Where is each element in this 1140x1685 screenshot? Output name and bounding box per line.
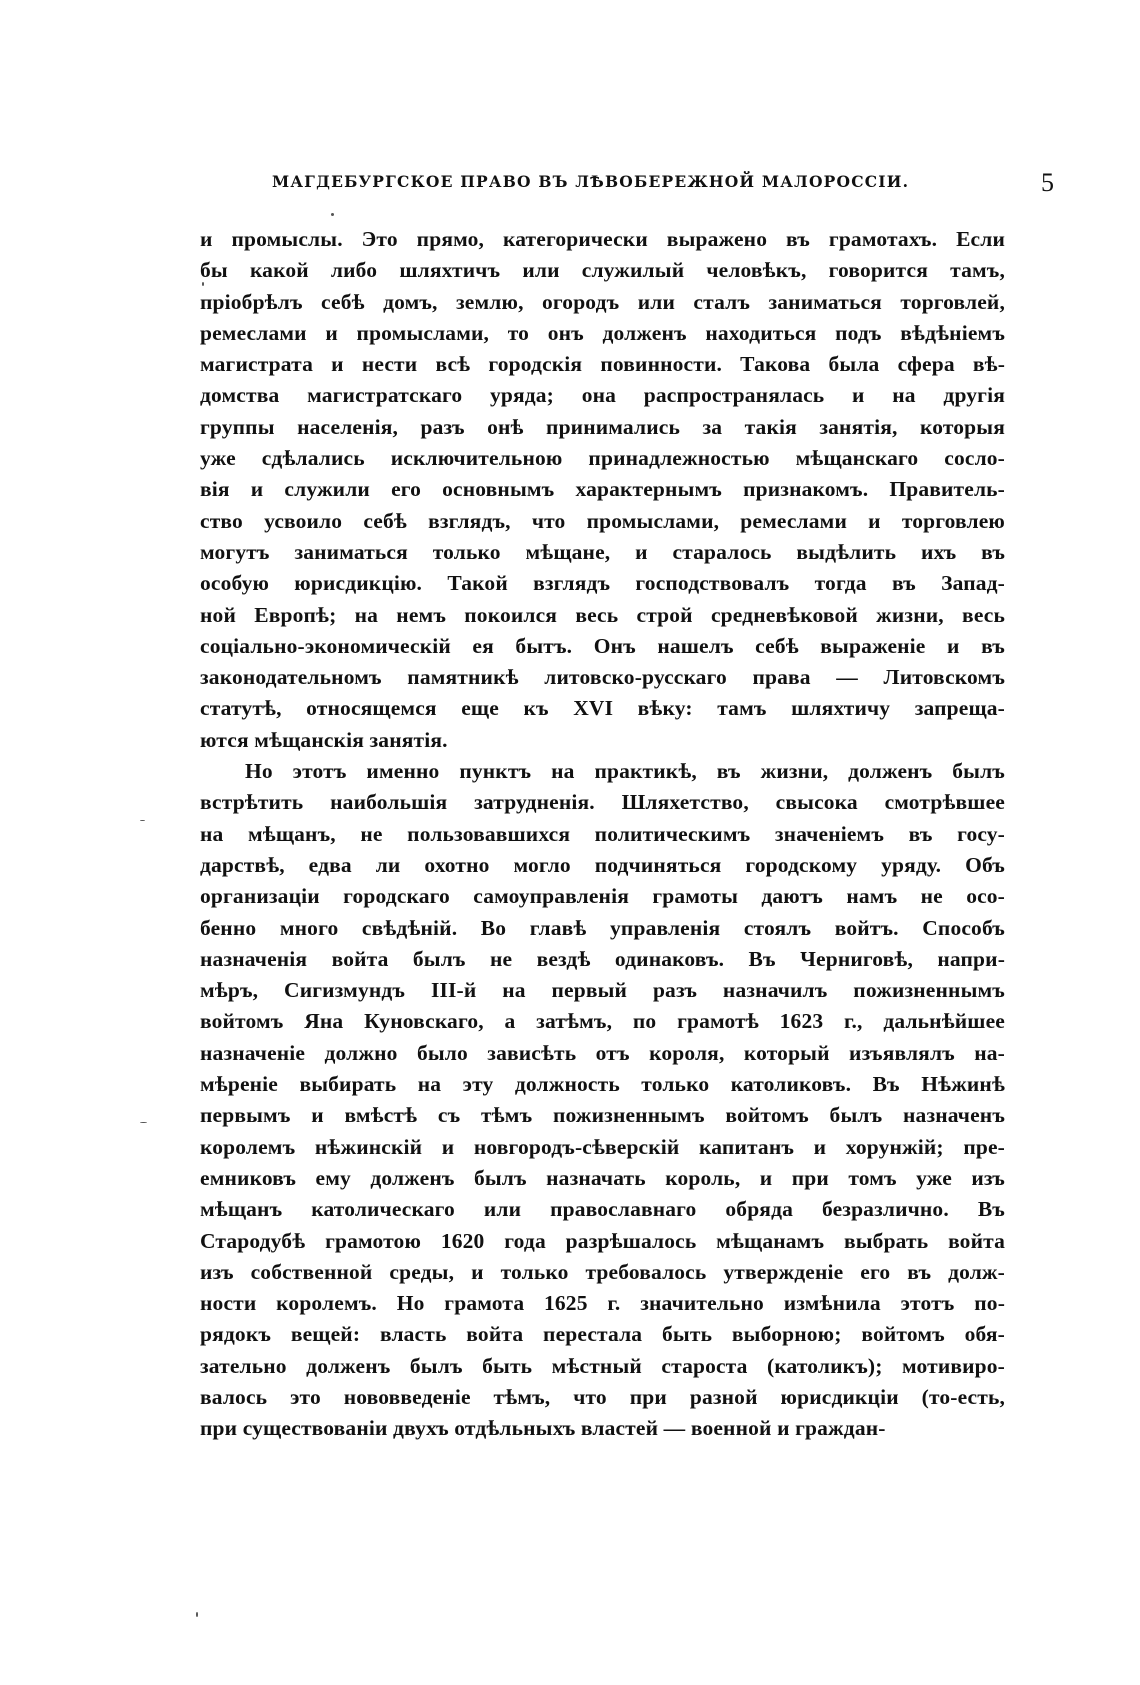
text-line: ремеслами и промыслами, то онъ долженъ находиться подъ вѣдѣніемъ — [200, 320, 1005, 345]
text-line: мѣщанъ католическаго или православнаго обряда безразлично. Въ — [200, 1197, 1005, 1222]
text-line: емниковъ ему долженъ былъ назначать король, и при томъ уже изъ — [200, 1165, 1005, 1190]
text-line: вія и служили его основнымъ характернымъ признакомъ. Правитель- — [200, 477, 1005, 502]
text-line: пріобрѣлъ себѣ домъ, землю, огородъ или сталъ заниматься торговлей, — [200, 289, 1005, 314]
print-speck — [196, 1612, 198, 1617]
text-line: ство усвоило себѣ взглядъ, что промыслами, ремеслами и торговлею — [200, 508, 1005, 533]
print-speck — [331, 213, 334, 216]
text-line: и промыслы. Это прямо, категорически выражено въ грамотахъ. Если — [200, 227, 1005, 251]
text-line: законодательномъ памятникѣ литовско-русскаго права — Литовскомъ — [200, 665, 1005, 690]
print-speck — [202, 282, 204, 286]
text-line: ются мѣщанскія занятія. — [200, 727, 448, 752]
text-line: могутъ заниматься только мѣщане, и старалось выдѣлить ихъ въ — [200, 539, 1005, 564]
paragraph — [200, 756, 1005, 1445]
text-line: при существованіи двухъ отдѣльныхъ властей — военной и граждан- — [200, 1416, 886, 1441]
text-line: уже сдѣлались исключительною принадлежностью мѣщанскаго сосло- — [200, 446, 1005, 471]
text-line: мѣреніе выбирать на эту должность только католиковъ. Въ Нѣжинѣ — [200, 1072, 1005, 1097]
text-line: домства магистратскаго уряда; она распространялась и на другія — [200, 383, 1005, 408]
text-line: на мѣщанъ, не пользовавшихся политическимъ значеніемъ въ госу- — [200, 821, 1005, 846]
text-line: зательно долженъ былъ быть мѣстный староста (католикъ); мотивиро- — [200, 1353, 1005, 1378]
text-line: Стародубѣ грамотою 1620 года разрѣшалось мѣщанамъ выбрать войта — [200, 1228, 1005, 1253]
text-line: особую юрисдикцію. Такой взглядъ господствовалъ тогда въ Запад- — [200, 571, 1005, 596]
paragraph — [200, 224, 1005, 756]
text-line: дарствѣ, едва ли охотно могло подчиняться городскому уряду. Объ — [200, 852, 1005, 877]
page-number: 5 — [1041, 168, 1054, 197]
print-speck — [140, 1122, 147, 1123]
text-line: ной Европѣ; на немъ покоился весь строй средневѣковой жизни, весь — [200, 602, 1005, 627]
text-line: соціально-экономическій ея бытъ. Онъ нашелъ себѣ выраженіе и въ — [200, 633, 1005, 658]
print-speck — [140, 820, 145, 821]
running-title: МАГДЕБУРГСКОЕ ПРАВО ВЪ ЛѢВОБЕРЕЖНОЙ МАЛОРОССІИ. — [272, 172, 910, 191]
text-line: войтомъ Яна Куновскаго, а затѣмъ, по грамотѣ 1623 г., дальнѣйшее — [200, 1009, 1005, 1034]
text-line: мѣръ, Сигизмундъ III-й на первый разъ назначилъ пожизненнымъ — [200, 978, 1005, 1003]
text-line: назначенія войта былъ не вездѣ одинаковъ. Въ Черниговѣ, напри- — [200, 946, 1005, 971]
running-head — [272, 168, 1072, 198]
text-line: магистрата и нести всѣ городскія повинности. Такова была сфера вѣ- — [200, 352, 1005, 377]
text-line: группы населенія, разъ онѣ принимались за такія занятія, которыя — [200, 414, 1005, 439]
body-text — [200, 224, 1005, 1445]
text-line: королемъ нѣжинскій и новгородъ-сѣверскій капитанъ и хорунжій; пре- — [200, 1134, 1005, 1159]
text-line: назначеніе должно было зависѣть отъ короля, который изъявлялъ на- — [200, 1040, 1005, 1065]
text-line: рядокъ вещей: власть войта перестала быть выборною; войтомъ обя- — [200, 1322, 1005, 1347]
text-line: изъ собственной среды, и только требовалось утвержденіе его въ долж- — [200, 1259, 1005, 1284]
text-line: организаціи городскаго самоуправленія грамоты даютъ намъ не осо- — [200, 884, 1005, 909]
text-line: статутѣ, относящемся еще къ XVI вѣку: тамъ шляхтичу запреща- — [200, 696, 1005, 721]
text-line: валось это нововведеніе тѣмъ, что при разной юрисдикціи (то-есть, — [200, 1384, 1005, 1409]
text-line: первымъ и вмѣстѣ съ тѣмъ пожизненнымъ войтомъ былъ назначенъ — [200, 1103, 1005, 1128]
text-line: бенно много свѣдѣній. Во главѣ управленія стоялъ войтъ. Способъ — [200, 915, 1005, 940]
text-line: встрѣтить наибольшія затрудненія. Шляхетство, свысока смотрѣвшее — [200, 790, 1005, 815]
text-line: Но этотъ именно пунктъ на практикѣ, въ жизни, долженъ былъ — [245, 759, 1005, 784]
text-line: бы какой либо шляхтичъ или служилый человѣкъ, говорится тамъ, — [200, 258, 1005, 283]
text-line: ности королемъ. Но грамота 1625 г. значительно измѣнила этотъ по- — [200, 1291, 1005, 1316]
